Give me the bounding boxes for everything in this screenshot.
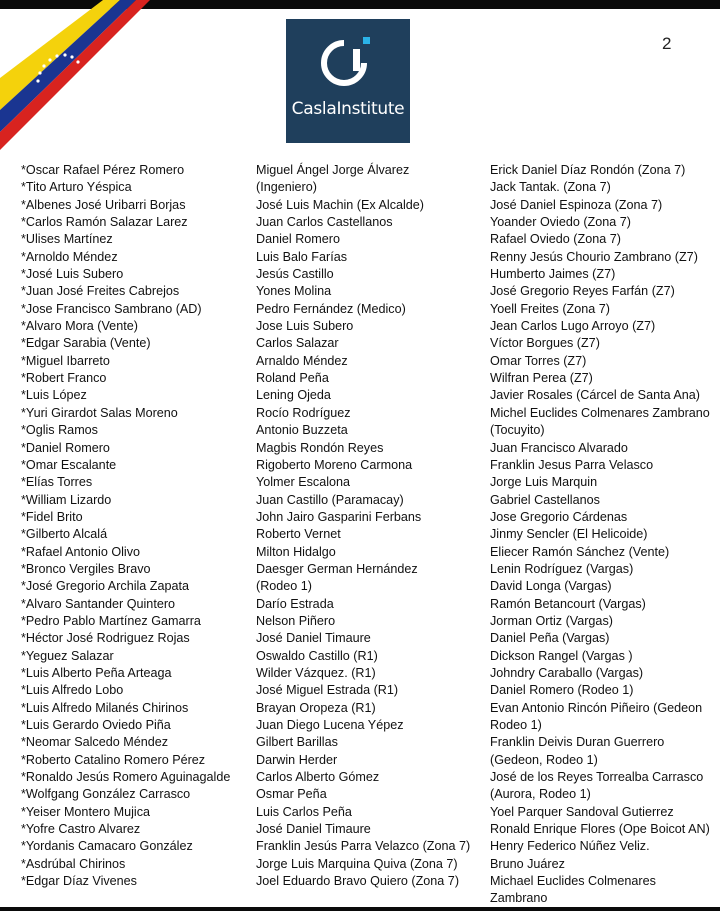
list-item: *José Gregorio Archila Zapata: [21, 579, 190, 594]
list-item: *Luis Alfredo Milanés Chirinos: [21, 700, 189, 715]
casla-logo-icon: [286, 19, 410, 99]
names-column-1: [21, 162, 230, 890]
list-item: Yolmer Escalona: [256, 475, 351, 490]
list-item: José Daniel Timaure: [256, 631, 371, 646]
list-item: Miguel Ángel Jorge Álvarez: [256, 163, 410, 177]
list-item: Juan Francisco Alvarado: [490, 440, 628, 455]
list-item: Carlos Salazar: [256, 336, 339, 351]
list-item: *Albenes José Uribarri Borjas: [21, 197, 186, 212]
list-item: *Pedro Pablo Martínez Gamarra: [21, 613, 201, 628]
list-item: Luis Carlos Peña: [256, 804, 352, 819]
logo-name: CaslaInstitute: [291, 99, 405, 119]
list-item: Jorge Luis Marquin: [490, 475, 598, 490]
list-item: *Rafael Antonio Olivo: [21, 544, 141, 559]
list-item: José Gregorio Reyes Farfán (Z7): [490, 284, 675, 299]
list-item: *Edgar Díaz Vivenes: [21, 874, 137, 889]
list-item: Erick Daniel Díaz Rondón (Zona 7): [490, 163, 686, 177]
list-item: Franklin Jesús Parra Velazco (Zona 7): [256, 839, 471, 854]
list-item: Franklin Jesus Parra Velasco: [490, 457, 654, 472]
list-item: Joel Eduardo Bravo Quiero (Zona 7): [256, 874, 460, 889]
list-item: Juan Carlos Castellanos: [256, 215, 393, 230]
list-item: *Alvaro Santander Quintero: [21, 596, 176, 611]
list-item: Rafael Oviedo (Zona 7): [490, 232, 621, 247]
list-item: Jesús Castillo: [256, 267, 334, 282]
list-item: Rigoberto Moreno Carmona: [256, 457, 413, 472]
list-item: *Juan José Freites Cabrejos: [21, 284, 180, 299]
list-item: *Robert Franco: [21, 371, 107, 386]
list-item: *William Lizardo: [21, 492, 112, 507]
list-item: *Luis López: [21, 388, 87, 403]
list-item: *Ulises Martínez: [21, 232, 113, 247]
list-item: David Longa (Vargas): [490, 579, 612, 594]
list-item: Jose Luis Subero: [256, 319, 354, 334]
list-item: Juan Diego Lucena Yépez: [256, 718, 404, 732]
bottom-border: [0, 907, 720, 911]
list-item: Brayan Oropeza (R1): [256, 700, 376, 715]
list-item: *Asdrúbal Chirinos: [21, 856, 126, 871]
list-item: *Daniel Romero: [21, 440, 110, 455]
page-number: 2: [662, 34, 672, 53]
list-item: José de los Reyes Torrealba Carrasco: [490, 770, 704, 785]
list-item: Michael Euclides Colmenares: [490, 874, 656, 889]
list-item: Lening Ojeda: [256, 388, 331, 403]
list-item: Daesger German Hernández: [256, 561, 418, 576]
list-item: *Arnoldo Méndez: [21, 249, 118, 264]
list-item: Henry Federico Núñez Veliz.: [490, 839, 650, 854]
list-item: Yoel Parquer Sandoval Gutierrez: [490, 804, 674, 819]
list-item: Renny Jesús Chourio Zambrano (Z7): [490, 249, 698, 264]
list-item: *Yofre Castro Alvarez: [21, 822, 141, 837]
list-item: Darío Estrada: [256, 596, 334, 611]
list-item: Jinmy Sencler (El Helicoide): [490, 527, 648, 542]
list-item: Evan Antonio Rincón Piñeiro (Gedeon: [490, 700, 703, 715]
list-item: Rodeo 1): [490, 718, 542, 732]
list-item: Jorge Luis Marquina Quiva (Zona 7): [256, 856, 458, 871]
list-item: Yoell Freites (Zona 7): [490, 301, 610, 316]
list-item: *Fidel Brito: [21, 509, 83, 524]
list-item: Zambrano: [490, 891, 548, 906]
list-item: Dickson Rangel (Vargas ): [490, 648, 633, 663]
list-item: Franklin Deivis Duran Guerrero: [490, 735, 665, 750]
list-item: *Elías Torres: [21, 475, 93, 490]
list-item: Omar Torres (Z7): [490, 353, 587, 368]
list-item: Daniel Peña (Vargas): [490, 631, 610, 646]
list-item: *Héctor José Rodriguez Rojas: [21, 631, 190, 646]
list-item: *Omar Escalante: [21, 457, 117, 472]
list-item: *Neomar Salcedo Méndez: [21, 735, 169, 750]
list-item: *José Luis Subero: [21, 267, 124, 282]
list-item: Johndry Caraballo (Vargas): [490, 665, 644, 680]
list-item: Roberto Vernet: [256, 527, 341, 542]
venezuela-flag-icon: [0, 0, 160, 150]
list-item: Rocío Rodríguez: [256, 405, 351, 420]
list-item: Jean Carlos Lugo Arroyo (Z7): [490, 319, 656, 334]
list-item: Juan Castillo (Paramacay): [256, 492, 404, 507]
list-item: José Daniel Timaure: [256, 822, 371, 837]
list-item: *Miguel Ibarreto: [21, 353, 110, 368]
list-item: Yoander Oviedo (Zona 7): [490, 215, 631, 230]
names-column-3: [490, 162, 710, 908]
list-item: Ronald Enrique Flores (Ope Boicot AN): [490, 822, 710, 837]
list-item: *Yeguez Salazar: [21, 648, 114, 663]
list-item: Bruno Juárez: [490, 856, 565, 871]
list-item: (Tocuyito): [490, 423, 545, 438]
list-item: Antonio Buzzeta: [256, 423, 348, 438]
list-item: Víctor Borgues (Z7): [490, 336, 600, 351]
list-item: *Gilberto Alcalá: [21, 527, 108, 542]
list-item: Pedro Fernández (Medico): [256, 301, 406, 316]
list-item: *Tito Arturo Yéspica: [21, 180, 132, 195]
list-item: *Carlos Ramón Salazar Larez: [21, 215, 188, 230]
list-item: *Oglis Ramos: [21, 423, 98, 438]
list-item: Ramón Betancourt (Vargas): [490, 596, 646, 611]
list-item: *Bronco Vergiles Bravo: [21, 561, 151, 576]
list-item: Lenin Rodríguez (Vargas): [490, 561, 634, 576]
list-item: John Jairo Gasparini Ferbans: [256, 509, 422, 524]
list-item: (Gedeon, Rodeo 1): [490, 752, 598, 767]
list-item: Arnaldo Méndez: [256, 353, 348, 368]
list-item: *Jose Francisco Sambrano (AD): [21, 301, 202, 316]
list-item: Daniel Romero: [256, 232, 340, 247]
list-item: Jorman Ortiz (Vargas): [490, 613, 613, 628]
casla-institute-logo: [286, 19, 410, 143]
list-item: Javier Rosales (Cárcel de Santa Ana): [490, 388, 700, 403]
list-item: Daniel Romero (Rodeo 1): [490, 683, 634, 698]
list-item: Oswaldo Castillo (R1): [256, 648, 378, 663]
list-item: Nelson Piñero: [256, 613, 336, 628]
list-item: Gilbert Barillas: [256, 735, 338, 750]
list-item: Milton Hidalgo: [256, 544, 336, 559]
list-item: Gabriel Castellanos: [490, 492, 600, 507]
list-item: (Ingeniero): [256, 180, 317, 195]
list-item: Jose Gregorio Cárdenas: [490, 509, 628, 524]
list-item: Yones Molina: [256, 284, 332, 299]
list-item: (Rodeo 1): [256, 579, 313, 594]
list-item: José Daniel Espinoza (Zona 7): [490, 197, 663, 212]
list-item: Roland Peña: [256, 371, 329, 386]
list-item: *Luis Alfredo Lobo: [21, 683, 124, 698]
list-item: *Edgar Sarabia (Vente): [21, 336, 151, 351]
list-item: Wilder Vázquez. (R1): [256, 665, 376, 680]
list-item: *Luis Gerardo Oviedo Piña: [21, 718, 171, 732]
list-item: Carlos Alberto Gómez: [256, 770, 380, 785]
list-item: *Luis Alberto Peña Arteaga: [21, 665, 172, 680]
list-item: Michel Euclides Colmenares Zambrano: [490, 405, 710, 420]
list-item: *Wolfgang González Carrasco: [21, 787, 191, 802]
list-item: Wilfran Perea (Z7): [490, 371, 593, 386]
list-item: Magbis Rondón Reyes: [256, 440, 384, 455]
list-item: Darwin Herder: [256, 752, 338, 767]
list-item: (Aurora, Rodeo 1): [490, 787, 591, 802]
list-item: *Yordanis Camacaro González: [21, 839, 193, 854]
list-item: Humberto Jaimes (Z7): [490, 267, 616, 282]
list-item: Eliecer Ramón Sánchez (Vente): [490, 544, 670, 559]
list-item: *Oscar Rafael Pérez Romero: [21, 163, 185, 177]
list-item: *Yeiser Montero Mujica: [21, 804, 151, 819]
list-item: Jack Tantak. (Zona 7): [490, 180, 611, 195]
list-item: José Miguel Estrada (R1): [256, 683, 399, 698]
names-column-2: [256, 162, 470, 890]
list-item: *Yuri Girardot Salas Moreno: [21, 405, 178, 420]
list-item: *Roberto Catalino Romero Pérez: [21, 752, 206, 767]
list-item: Luis Balo Farías: [256, 249, 347, 264]
list-item: Osmar Peña: [256, 787, 327, 802]
list-item: José Luis Machin (Ex Alcalde): [256, 197, 424, 212]
list-item: *Alvaro Mora (Vente): [21, 319, 138, 334]
list-item: *Ronaldo Jesús Romero Aguinagalde: [21, 770, 231, 785]
